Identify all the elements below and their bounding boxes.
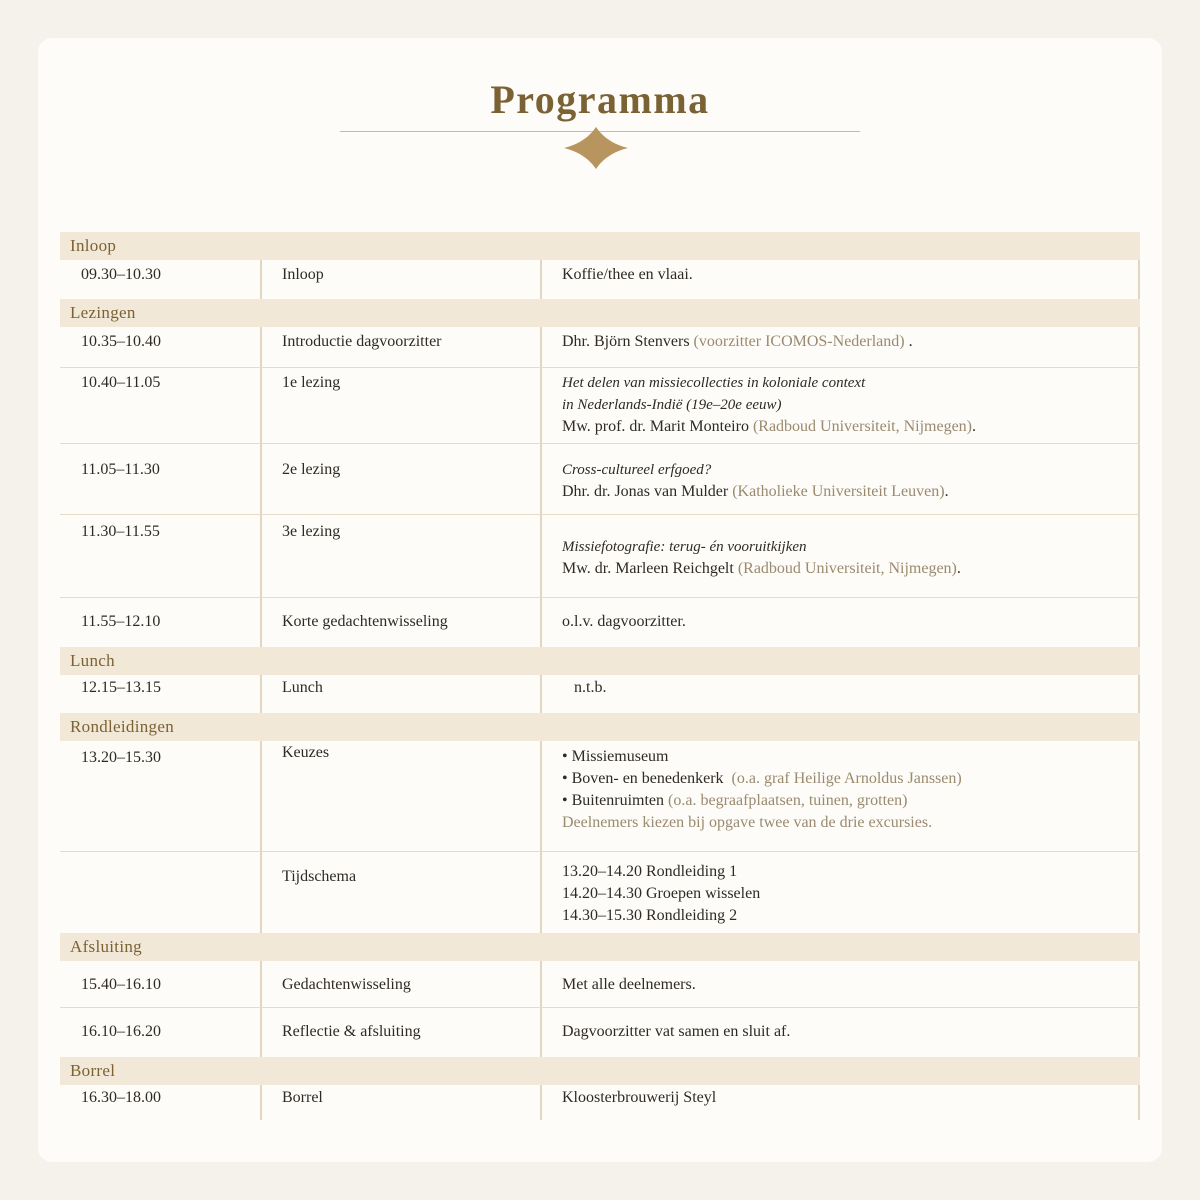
speaker-name: Dhr. dr. Jonas van Mulder xyxy=(562,483,729,500)
list-item: • Boven- en benedenkerk xyxy=(562,770,724,787)
list-item: • Missiemuseum xyxy=(562,748,669,765)
punctuation: . xyxy=(956,560,961,577)
lecture-title: Het delen van missiecollecties in koloniale context xyxy=(562,375,866,391)
excursion-note: Deelnemers kiezen bij opgave twee van de drie excursies. xyxy=(562,814,933,831)
item-cell: 1e lezing xyxy=(260,368,540,444)
item-cell: 3e lezing xyxy=(260,515,540,598)
speaker-affiliation: (Katholieke Universiteit Leuven) xyxy=(732,483,945,500)
item-cell: Borrel xyxy=(260,1085,540,1120)
table-row xyxy=(60,327,1140,367)
time-cell: 13.20–15.30 xyxy=(81,749,161,766)
section-header-afsluiting: Afsluiting xyxy=(60,933,1140,961)
table-row xyxy=(60,741,1140,851)
section-header-lezingen: Lezingen xyxy=(60,299,1140,327)
description-cell xyxy=(540,852,1140,934)
section-header-inloop: Inloop xyxy=(60,232,1140,260)
description-cell: n.t.b. xyxy=(540,675,1140,713)
section-header-lunch: Lunch xyxy=(60,647,1140,675)
item-cell: Korte gedachtenwisseling xyxy=(260,598,540,648)
speaker-affiliation: (Radboud Universiteit, Nijmegen) xyxy=(737,560,957,577)
table-row xyxy=(60,675,1140,713)
time-cell: 16.10–16.20 xyxy=(81,1023,161,1040)
description-cell xyxy=(540,327,1140,367)
speaker-name: Mw. dr. Marleen Reichgelt xyxy=(562,560,734,577)
description-cell: Koffie/thee en vlaai. xyxy=(540,260,1140,299)
table-row xyxy=(60,514,1140,598)
table-row xyxy=(60,443,1140,515)
table-row xyxy=(60,851,1140,934)
lecture-title-continued: in Nederlands-Indië (19e–20e eeuw) xyxy=(562,397,782,413)
description-cell: Dagvoorzitter vat samen en sluit af. xyxy=(540,1008,1140,1058)
time-cell: 09.30–10.30 xyxy=(81,266,161,283)
item-cell: Lunch xyxy=(260,675,540,713)
description-cell: Met alle deelnemers. xyxy=(540,961,1140,1007)
table-row xyxy=(60,1007,1140,1058)
description-cell xyxy=(540,368,1140,444)
table-row xyxy=(60,260,1140,299)
time-cell: 12.15–13.15 xyxy=(81,679,161,696)
time-cell: 10.40–11.05 xyxy=(81,374,161,391)
item-cell: Tijdschema xyxy=(260,852,540,934)
section-header-borrel: Borrel xyxy=(60,1057,1140,1085)
table-row xyxy=(60,961,1140,1007)
item-cell: Reflectie & afsluiting xyxy=(260,1008,540,1058)
punctuation: . xyxy=(904,333,913,350)
schedule-line: 14.20–14.30 Groepen wisselen xyxy=(562,885,761,902)
item-cell: Inloop xyxy=(260,260,540,299)
time-cell: 11.30–11.55 xyxy=(81,523,160,540)
list-item: • Buitenruimten xyxy=(562,792,665,809)
time-cell: 10.35–10.40 xyxy=(81,333,161,350)
description-cell xyxy=(540,741,1140,851)
item-cell: Gedachtenwisseling xyxy=(260,961,540,1007)
description-cell: Kloosterbrouwerij Steyl xyxy=(540,1085,1140,1120)
time-cell xyxy=(60,852,260,934)
lecture-title: Cross-cultureel erfgoed? xyxy=(562,462,712,478)
page-title: Programma xyxy=(490,77,710,122)
punctuation: . xyxy=(944,483,949,500)
item-cell: 2e lezing xyxy=(260,444,540,515)
time-cell: 15.40–16.10 xyxy=(81,976,161,993)
table-row xyxy=(60,1085,1140,1120)
diamond-ornament-icon xyxy=(562,125,630,171)
time-cell: 11.55–12.10 xyxy=(81,613,161,630)
speaker-affiliation: (voorzitter ICOMOS-Nederland) xyxy=(693,333,905,350)
speaker-name: Dhr. Björn Stenvers xyxy=(562,333,690,350)
description-cell xyxy=(540,444,1140,515)
time-cell: 11.05–11.30 xyxy=(81,461,160,478)
item-cell: Keuzes xyxy=(260,741,540,851)
schedule-line: 13.20–14.20 Rondleiding 1 xyxy=(562,863,738,880)
item-cell: Introductie dagvoorzitter xyxy=(260,327,540,367)
time-cell: 16.30–18.00 xyxy=(81,1089,161,1106)
description-cell xyxy=(540,515,1140,598)
schedule-line: 14.30–15.30 Rondleiding 2 xyxy=(562,907,738,924)
lecture-title: Missiefotografie: terug- én vooruitkijken xyxy=(562,539,807,555)
description-cell: o.l.v. dagvoorzitter. xyxy=(540,598,1140,648)
table-row xyxy=(60,367,1140,444)
list-item-note: (o.a. graf Heilige Arnoldus Janssen) xyxy=(731,770,962,787)
table-row xyxy=(60,597,1140,648)
section-header-rondleidingen: Rondleidingen xyxy=(60,713,1140,741)
speaker-affiliation: (Radboud Universiteit, Nijmegen) xyxy=(752,418,972,435)
punctuation: . xyxy=(972,418,976,435)
list-item-note: (o.a. begraafplaatsen, tuinen, grotten) xyxy=(668,792,908,809)
speaker-name: Mw. prof. dr. Marit Monteiro xyxy=(562,418,749,435)
